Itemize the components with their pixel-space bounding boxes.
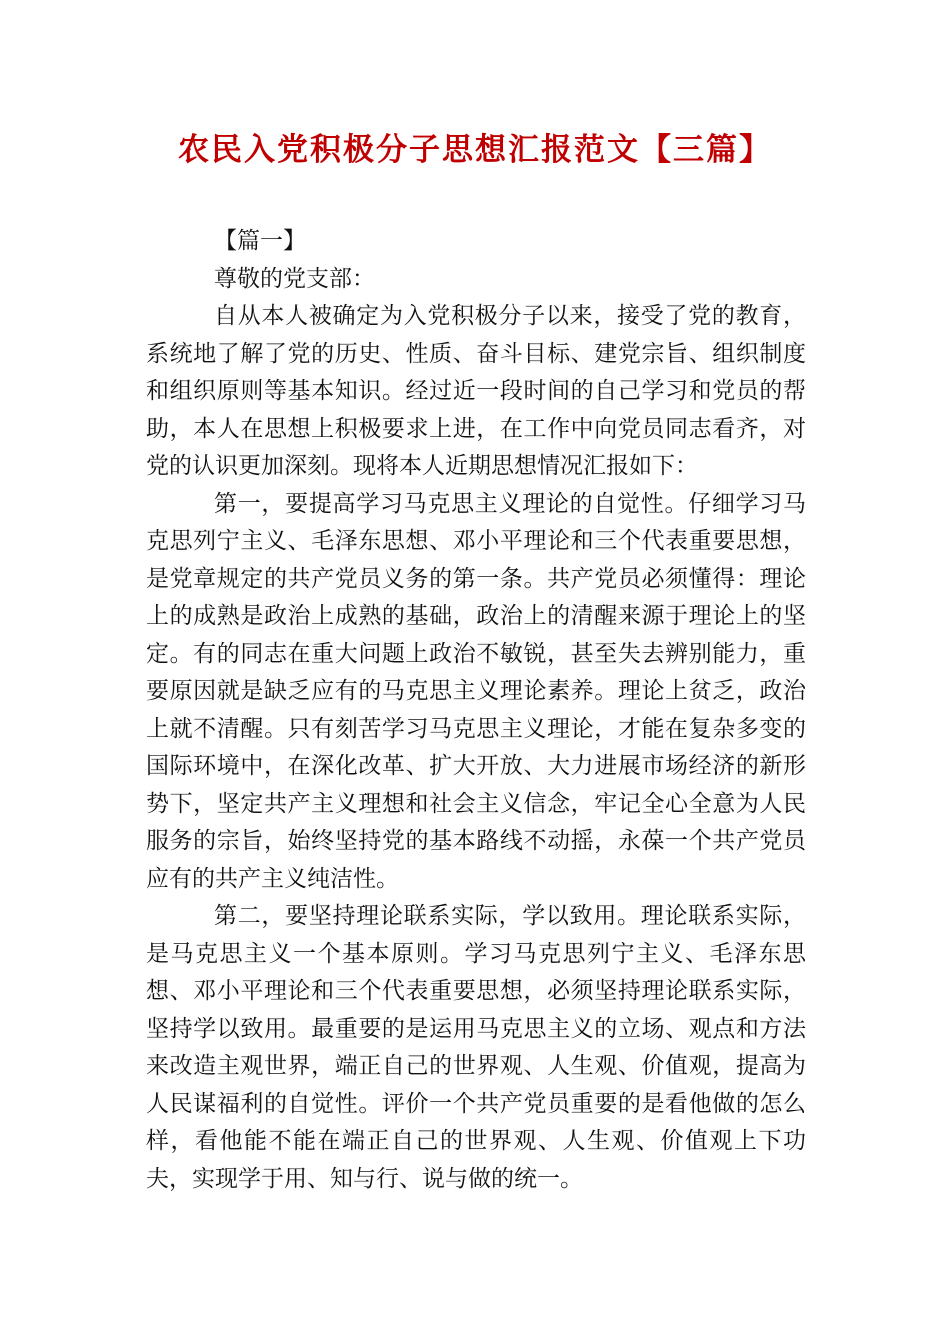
paragraph-second-point: 第二，要坚持理论联系实际，学以致用。理论联系实际，是马克思主义一个基本原则。学习马克思列宁主义、毛泽东思想、邓小平理论和三个代表重要思想，必须坚持理论联系实际，坚持学以致用。最重要的是运用马克思主义的立场、观点和方法来改造主观世界，端正自己的世界观、人生观、价值观，提高为人民谋福利的自觉性。评价一个共产党员重要的是看他做的怎么样，看他能不能在端正自己的世界观、人生观、价值观上下功夫，实现学于用、知与行、说与做的统一。 bbox=[146, 903, 806, 1192]
paragraph-intro: 自从本人被确定为入党积极分子以来，接受了党的教育，系统地了解了党的历史、性质、奋斗目标、建党宗旨、组织制度和组织原则等基本知识。经过近一段时间的自己学习和党员的帮助，本人在思想上积极要求上进，在工作中向党员同志看齐，对党的认识更加深刻。现将本人近期思想情况汇报如下： bbox=[146, 303, 806, 479]
section-label: 【篇一】 bbox=[214, 228, 306, 254]
paragraph-first-point: 第一，要提高学习马克思主义理论的自觉性。仔细学习马克思列宁主义、毛泽东思想、邓小平理论和三个代表重要思想，是党章规定的共产党员义务的第一条。共产党员必须懂得：理论上的成熟是政治上成熟的基础，政治上的清醒来源于理论上的坚定。有的同志在重大问题上政治不敏锐，甚至失去辨别能力，重要原因就是缺乏应有的马克思主义理论素养。理论上贫乏，政治上就不清醒。只有刻苦学习马克思主义理论，才能在复杂多变的国际环境中，在深化改革、扩大开放、大力进展市场经济的新形势下，坚定共产主义理想和社会主义信念，牢记全心全意为人民服务的宗旨，始终坚持党的基本路线不动摇，永葆一个共产党员应有的共产主义纯洁性。 bbox=[146, 490, 806, 892]
salutation: 尊敬的党支部： bbox=[214, 265, 375, 292]
document-body bbox=[146, 223, 806, 1198]
document-title: 农民入党积极分子思想汇报范文【三篇】 bbox=[178, 132, 772, 168]
